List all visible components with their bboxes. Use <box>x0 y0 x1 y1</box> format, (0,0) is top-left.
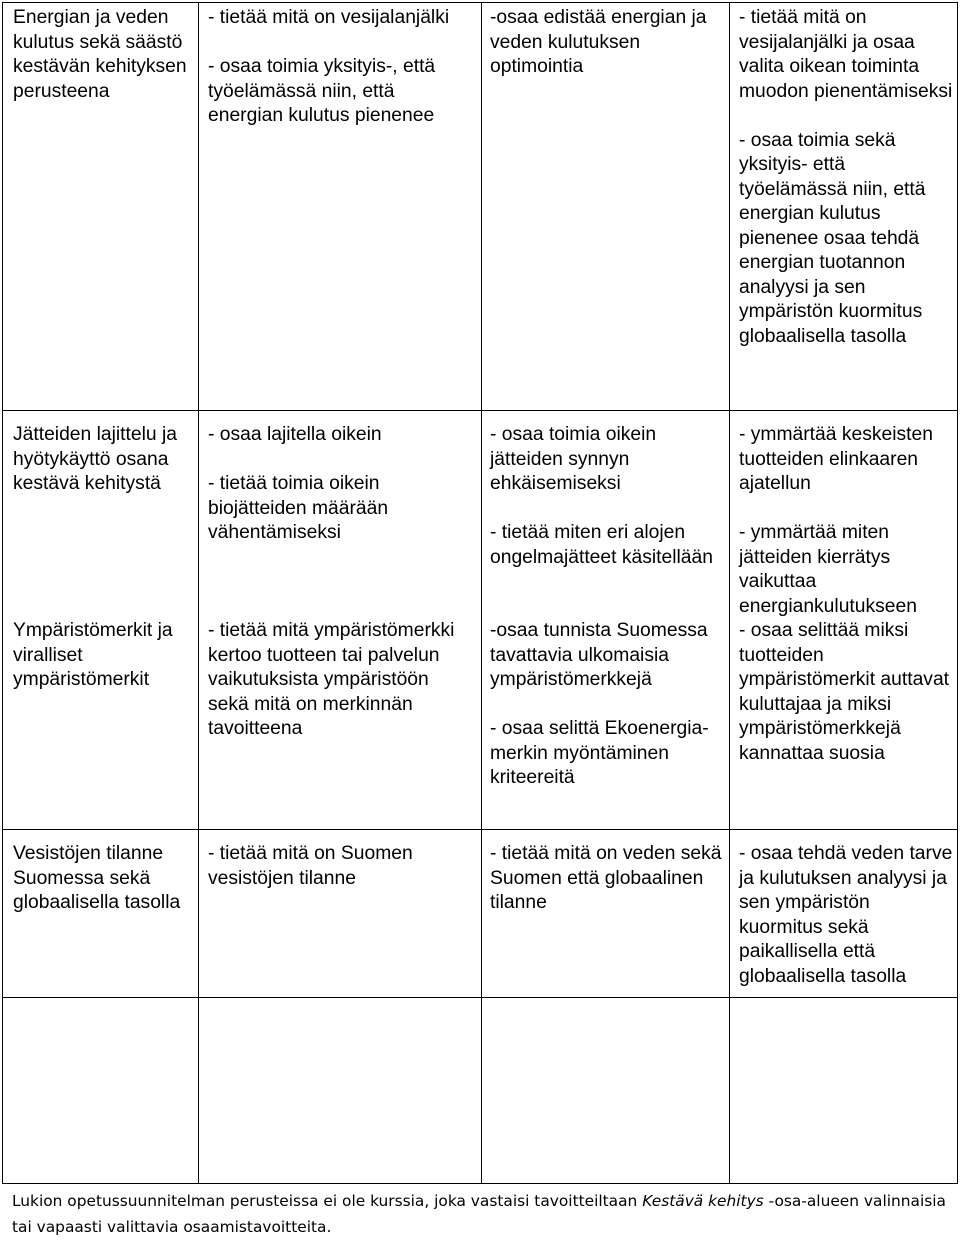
row-2-topic <box>13 423 195 497</box>
row-3-basic-level <box>208 619 474 742</box>
objectives-table <box>2 2 958 1184</box>
cell-text: Energian ja veden kulutus sekä säästö kestävän kehityksen perusteena <box>13 7 187 102</box>
cell-text: - tietää mitä on Suomen vesistöjen tilanne <box>208 843 413 889</box>
cell-text: - ymmärtää keskeisten tuotteiden elinkaaren ajatellun <box>739 424 933 494</box>
row-1-basic-level <box>208 6 474 129</box>
cell-text: - osaa toimia oikein jätteiden synnyn ehkäisemiseksi <box>490 424 657 494</box>
column-divider <box>729 3 730 1183</box>
cell-text: -osaa tunnista Suomessa tavattavia ulkomaisia ympäristömerkkejä <box>490 620 708 690</box>
cell-text: - osaa toimia sekä yksityis- että työelämässä niin, että energian kulutus pienenee osaa tehdä energian tuotannon analyysi ja sen ympäristön kuormitus globaalisella tasolla <box>739 129 926 347</box>
cell-text: Ympäristömerkit ja viralliset ympäristömerkit <box>13 620 173 690</box>
cell-text: Jätteiden lajittelu ja hyötykäyttö osana kestävä kehitystä <box>13 424 177 494</box>
cell-text: - osaa selittää miksi tuotteiden ympäristömerkit auttavat kuluttajaa ja miksi ympäristömerkkejä kannattaa suosia <box>739 620 950 764</box>
footer-emphasis: Kestävä kehitys <box>642 1192 764 1210</box>
row-2-advanced-level <box>739 423 953 619</box>
row-3-topic <box>13 619 195 693</box>
cell-text: - osaa toimia yksityis-, että työelämässä niin, että energian kulutus pienenee <box>208 56 436 126</box>
row-4-intermediate-level <box>490 842 722 916</box>
cell-text: - tietää mitä on vesijalanjälki <box>208 7 450 28</box>
row-divider <box>3 410 957 411</box>
cell-text: Vesistöjen tilanne Suomessa sekä globaalisella tasolla <box>13 843 181 913</box>
row-4-basic-level <box>208 842 474 891</box>
row-3-intermediate-level <box>490 619 722 791</box>
cell-text: - ymmärtää miten jätteiden kierrätys vaikuttaa energiankulutukseen <box>739 522 917 617</box>
cell-text: -osaa edistää energian ja veden kulutuksen optimointia <box>490 7 707 77</box>
row-divider <box>3 829 957 830</box>
row-1-advanced-level <box>739 6 953 349</box>
row-4-advanced-level <box>739 842 953 989</box>
row-divider <box>3 997 957 998</box>
cell-text: - tietää miten eri alojen ongelmajätteet käsitellään <box>490 522 713 568</box>
column-divider <box>481 3 482 1183</box>
footer-note <box>12 1188 952 1240</box>
cell-text: - osaa lajitella oikein <box>208 424 382 445</box>
footer-text-end: -osa-alueen valinnaisia tai vapaasti valittavia osaamistavoitteita. <box>12 1192 946 1236</box>
cell-text: - tietää mitä ympäristömerkki kertoo tuotteen tai palvelun vaikutuksista ympäristöön sekä mitä on merkinnän tavoitteena <box>208 620 455 739</box>
row-1-intermediate-level <box>490 6 722 80</box>
row-1-topic <box>13 6 195 104</box>
cell-text: - tietää mitä on vesijalanjälki ja osaa valita oikean toiminta muodon pienentämiseksi <box>739 7 953 102</box>
cell-text: - tietää mitä on veden sekä Suomen että globaalinen tilanne <box>490 843 722 913</box>
row-2-basic-level <box>208 423 474 546</box>
cell-text: - osaa selittä Ekoenergia- merkin myöntäminen kriteereitä <box>490 718 709 788</box>
row-2-intermediate-level <box>490 423 722 570</box>
row-3-advanced-level <box>739 619 953 766</box>
column-divider <box>198 3 199 1183</box>
cell-text: - osaa tehdä veden tarve ja kulutuksen analyysi ja sen ympäristön kuormitus sekä paikallisella että globaalisella tasolla <box>739 843 953 987</box>
row-4-topic <box>13 842 195 916</box>
footer-text: Lukion opetussuunnitelman perusteissa ei ole kurssia, joka vastaisi tavoitteiltaan <box>12 1192 643 1210</box>
cell-text: - tietää toimia oikein biojätteiden määrään vähentämiseksi <box>208 473 389 543</box>
